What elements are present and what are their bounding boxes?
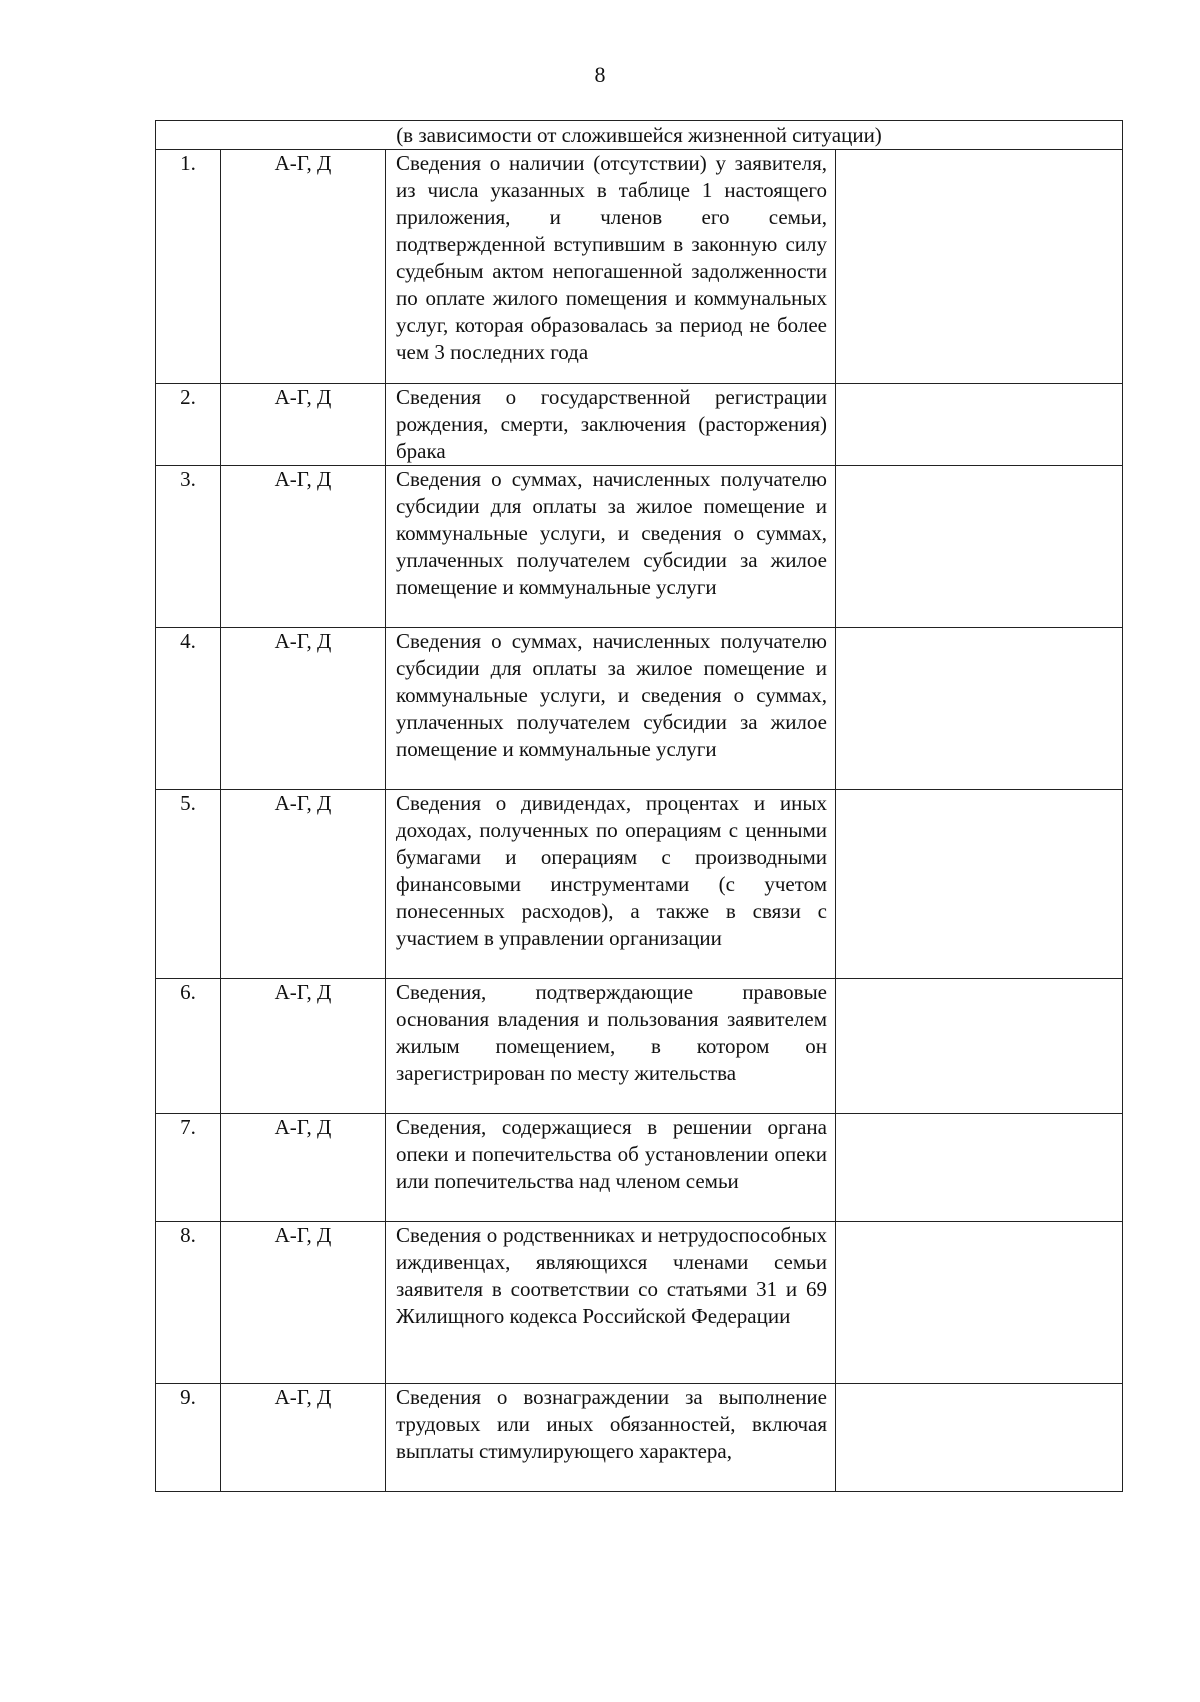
row-code: А-Г, Д [221, 1384, 386, 1492]
row-description: Сведения о суммах, начисленных получателю субсидии для оплаты за жилое помещение и коммунальные услуги, и сведения о суммах, уплаченных получателем субсидии за жилое помещение и коммунальные услуги [386, 628, 836, 790]
table-row [156, 1114, 1123, 1222]
row-number: 9. [156, 1384, 221, 1492]
row-number: 2. [156, 384, 221, 466]
row-note [836, 979, 1123, 1114]
table-row [156, 1384, 1123, 1492]
row-description: Сведения о дивидендах, процентах и иных доходах, полученных по операциям с ценными бумагами и операциям с производными финансовыми инструментами (с учетом понесенных расходов), а также в связи с участием в управлении организации [386, 790, 836, 979]
row-note [836, 790, 1123, 979]
row-note [836, 384, 1123, 466]
row-note [836, 1114, 1123, 1222]
document-table [155, 120, 1123, 1492]
table-row [156, 1222, 1123, 1384]
table-row [156, 628, 1123, 790]
row-number: 7. [156, 1114, 221, 1222]
row-description: Сведения, содержащиеся в решении органа опеки и попечительства об установлении опеки или попечительства над членом семьи [386, 1114, 836, 1222]
row-description: Сведения о наличии (отсутствии) у заявителя, из числа указанных в таблице 1 настоящего приложения, и членов его семьи, подтвержденной вступившим в законную силу судебным актом непогашенной задолженности по оплате жилого помещения и коммунальных услуг, которая образовалась за период не более чем 3 последних года [386, 150, 836, 384]
row-note [836, 628, 1123, 790]
row-description: Сведения о государственной регистрации рождения, смерти, заключения (расторжения) брака [386, 384, 836, 466]
row-code: А-Г, Д [221, 790, 386, 979]
row-number: 1. [156, 150, 221, 384]
row-code: А-Г, Д [221, 384, 386, 466]
row-number: 4. [156, 628, 221, 790]
table-row [156, 384, 1123, 466]
table-row [156, 466, 1123, 628]
row-note [836, 1384, 1123, 1492]
table-row [156, 979, 1123, 1114]
row-number: 3. [156, 466, 221, 628]
row-code: А-Г, Д [221, 628, 386, 790]
row-description: Сведения о суммах, начисленных получателю субсидии для оплаты за жилое помещение и коммунальные услуги, и сведения о суммах, уплаченных получателем субсидии за жилое помещение и коммунальные услуги [386, 466, 836, 628]
row-number: 8. [156, 1222, 221, 1384]
row-description: Сведения о родственниках и нетрудоспособных иждивенцах, являющихся членами семьи заявителя в соответствии со статьями 31 и 69 Жилищного кодекса Российской Федерации [386, 1222, 836, 1384]
section-header-row [156, 121, 1123, 150]
row-note [836, 1222, 1123, 1384]
row-number: 6. [156, 979, 221, 1114]
table-row [156, 150, 1123, 384]
row-note [836, 150, 1123, 384]
page-number: 8 [594, 62, 606, 87]
table-row [156, 790, 1123, 979]
section-header: (в зависимости от сложившейся жизненной ситуации) [156, 121, 1123, 150]
row-code: А-Г, Д [221, 1114, 386, 1222]
row-code: А-Г, Д [221, 1222, 386, 1384]
row-description: Сведения о вознаграждении за выполнение трудовых или иных обязанностей, включая выплаты стимулирующего характера, [386, 1384, 836, 1492]
row-code: А-Г, Д [221, 466, 386, 628]
row-description: Сведения, подтверждающие правовые основания владения и пользования заявителем жилым помещением, в котором он зарегистрирован по месту жительства [386, 979, 836, 1114]
row-code: А-Г, Д [221, 979, 386, 1114]
row-number: 5. [156, 790, 221, 979]
table-body [156, 121, 1123, 1492]
row-code: А-Г, Д [221, 150, 386, 384]
row-note [836, 466, 1123, 628]
